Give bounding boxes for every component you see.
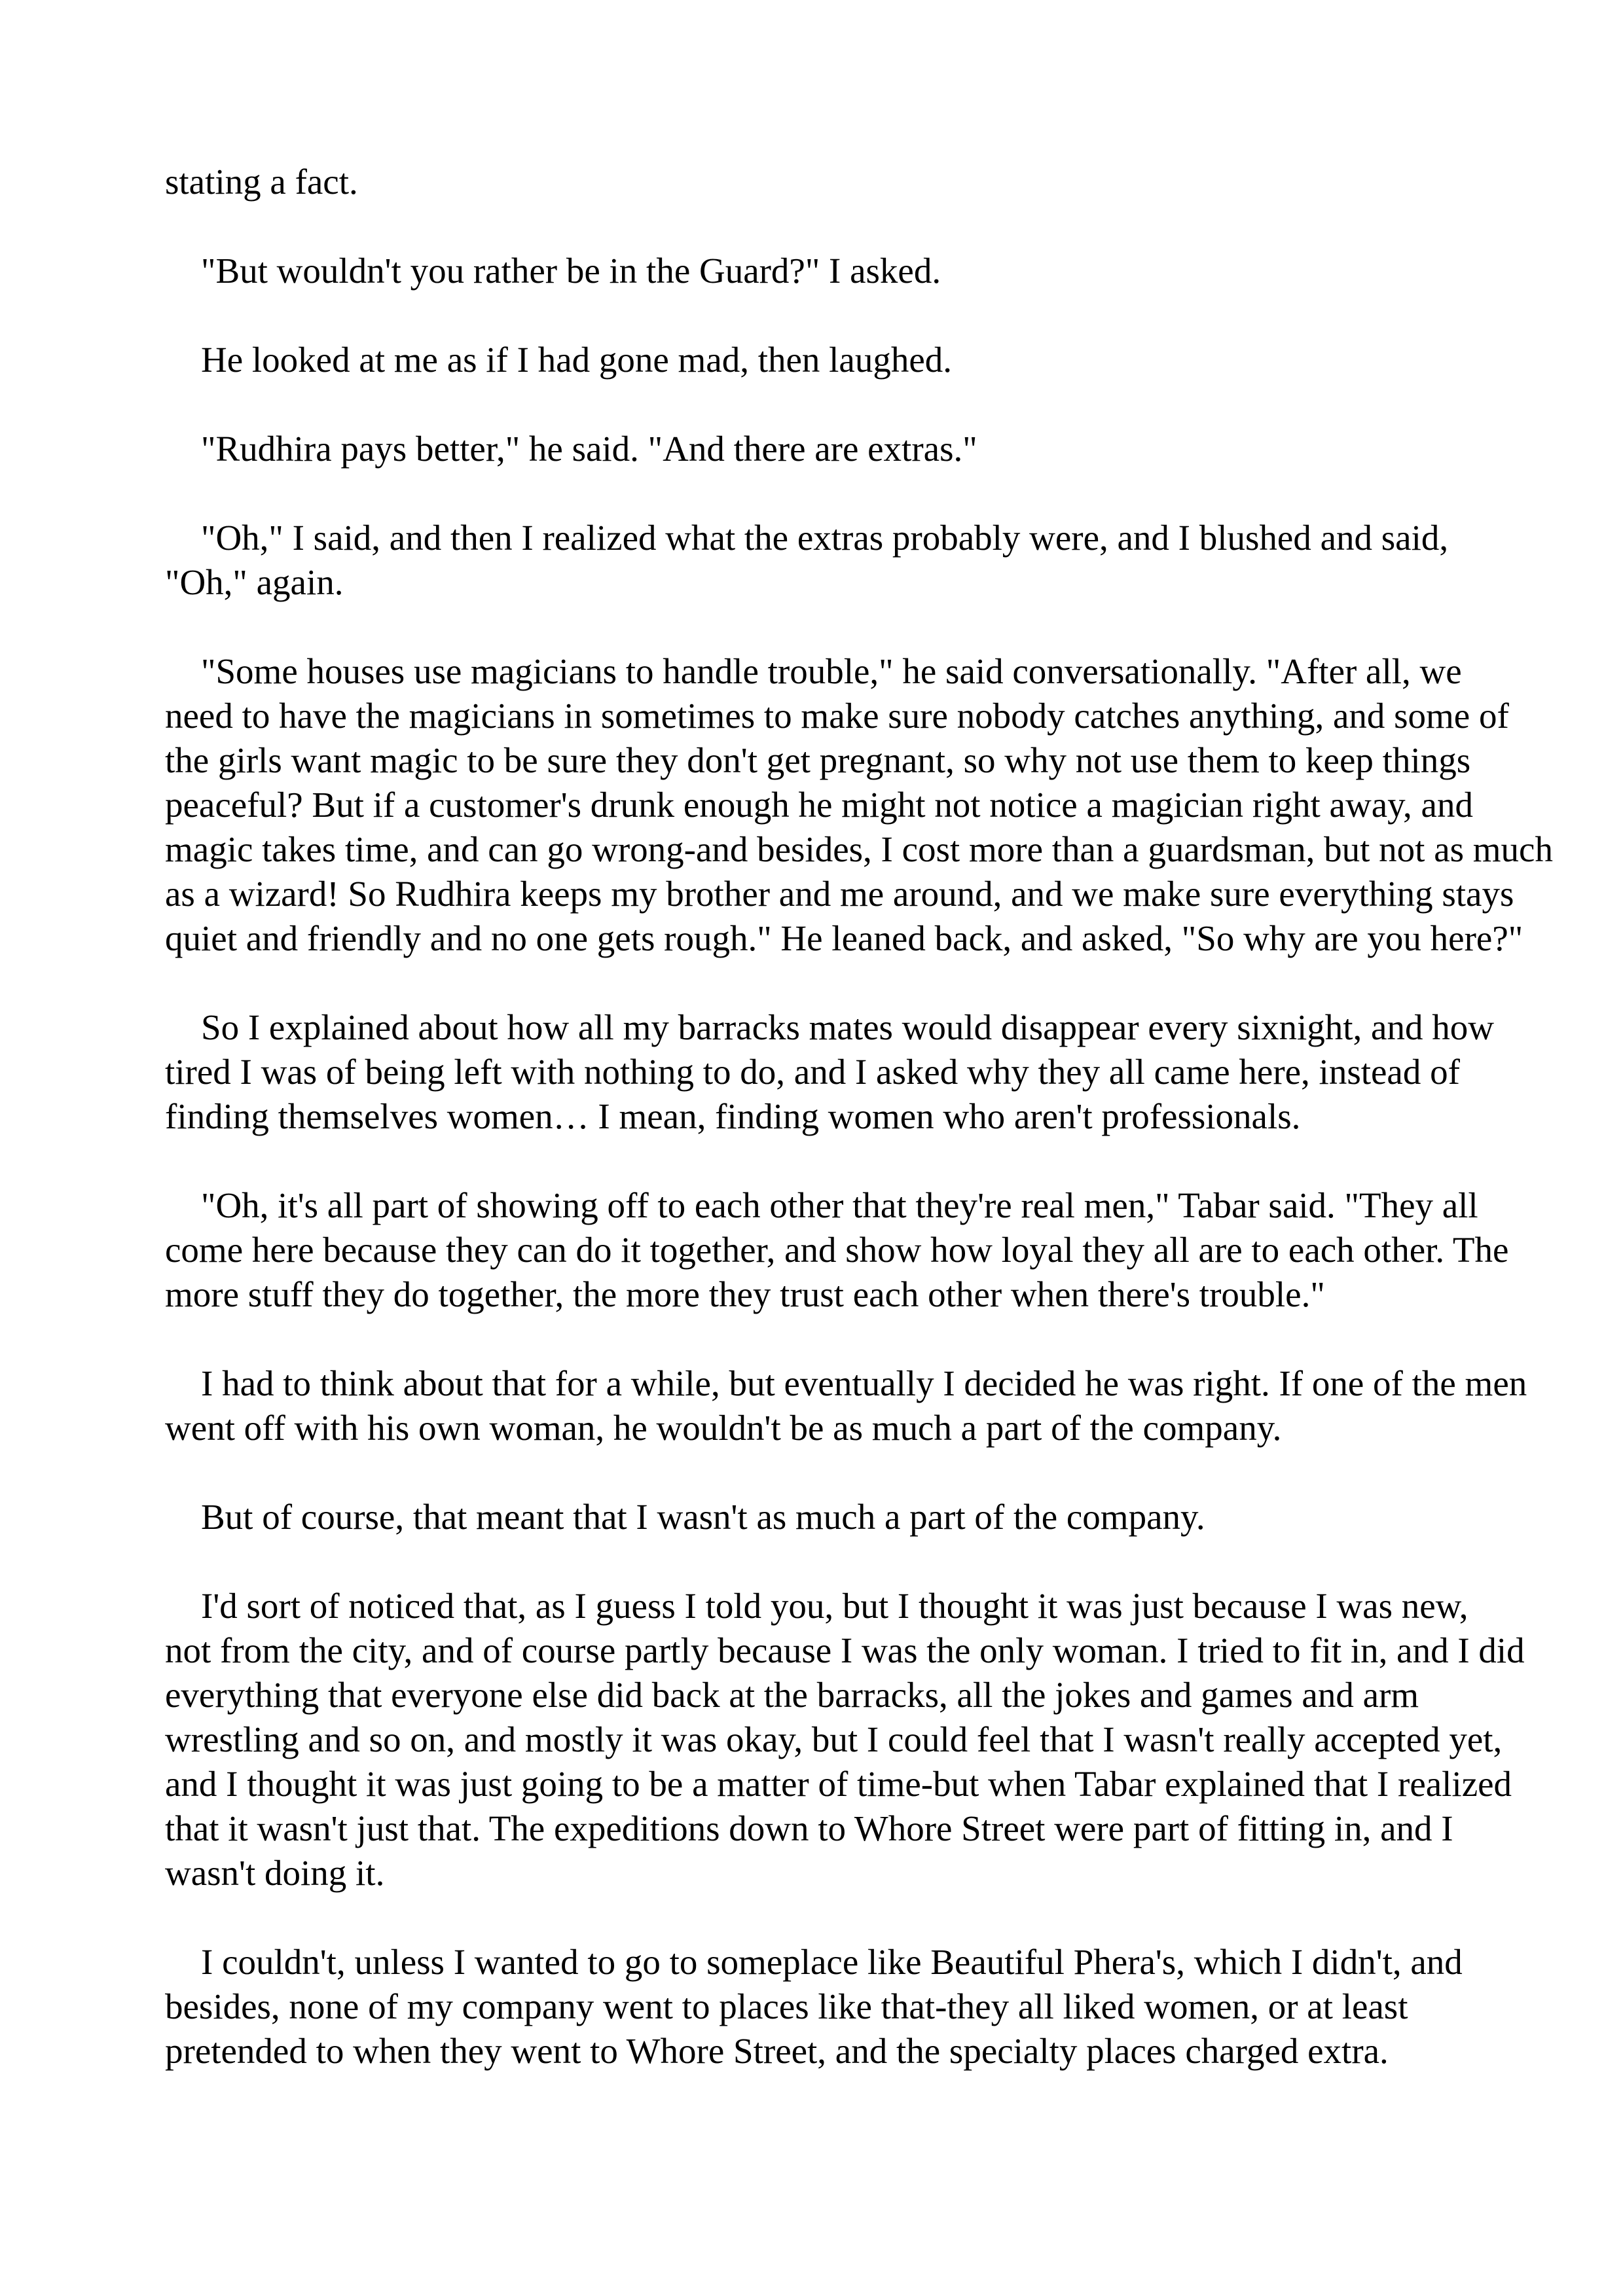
text-line: He looked at me as if I had gone mad, then laughed. — [165, 340, 952, 380]
text-line: "Oh," I said, and then I realized what the extras probably were, and I blushed and said, — [165, 518, 1449, 558]
text-line: wrestling and so on, and mostly it was okay, but I could feel that I wasn't really accepted yet, — [165, 1719, 1503, 1759]
text-line: besides, none of my company went to places like that-they all liked women, or at least — [165, 1986, 1408, 2026]
text-line: more stuff they do together, the more they trust each other when there's trouble." — [165, 1274, 1325, 1314]
text-line: the girls want magic to be sure they don't get pregnant, so why not use them to keep things — [165, 740, 1471, 780]
paragraph-11 — [165, 1584, 1623, 1895]
paragraph-1 — [165, 160, 1623, 204]
text-line: "Oh," again. — [165, 562, 344, 602]
paragraph-7 — [165, 1005, 1623, 1139]
text-line: not from the city, and of course partly because I was the only woman. I tried to fit in, and I did — [165, 1630, 1525, 1670]
paragraph-5 — [165, 516, 1623, 605]
paragraph-6 — [165, 649, 1623, 961]
text-line: "Some houses use magicians to handle trouble," he said conversationally. "After all, we — [165, 651, 1462, 691]
text-line: quiet and friendly and no one gets rough." He leaned back, and asked, "So why are you here?" — [165, 918, 1523, 958]
text-line: I couldn't, unless I wanted to go to someplace like Beautiful Phera's, which I didn't, and — [165, 1942, 1463, 1982]
text-line: need to have the magicians in sometimes to make sure nobody catches anything, and some of — [165, 696, 1509, 736]
text-line: went off with his own woman, he wouldn't be as much a part of the company. — [165, 1408, 1282, 1448]
paragraph-12 — [165, 1940, 1623, 2073]
paragraph-9 — [165, 1361, 1623, 1450]
text-line: So I explained about how all my barracks mates would disappear every sixnight, and how — [165, 1007, 1494, 1047]
paragraph-2 — [165, 249, 1623, 293]
text-line: peaceful? But if a customer's drunk enough he might not notice a magician right away, and — [165, 785, 1473, 825]
paragraph-4 — [165, 427, 1623, 471]
paragraph-8 — [165, 1183, 1623, 1317]
text-line: that it wasn't just that. The expeditions down to Whore Street were part of fitting in, and I — [165, 1808, 1453, 1848]
text-line: wasn't doing it. — [165, 1853, 385, 1893]
text-line: "Oh, it's all part of showing off to each other that they're real men," Tabar said. "They all — [165, 1185, 1478, 1225]
text-line: come here because they can do it together, and show how loyal they all are to each other. The — [165, 1230, 1509, 1270]
text-line: "Rudhira pays better," he said. "And there are extras." — [165, 429, 977, 469]
paragraph-10 — [165, 1495, 1623, 1539]
text-line: pretended to when they went to Whore Street, and the specialty places charged extra. — [165, 2031, 1389, 2071]
paragraph-3 — [165, 338, 1623, 382]
text-line: magic takes time, and can go wrong-and besides, I cost more than a guardsman, but not as much — [165, 829, 1553, 869]
text-line: tired I was of being left with nothing to do, and I asked why they all came here, instead of — [165, 1052, 1460, 1092]
text-line: everything that everyone else did back at the barracks, all the jokes and games and arm — [165, 1675, 1419, 1715]
text-line: "But wouldn't you rather be in the Guard?" I asked. — [165, 251, 941, 291]
text-line: I'd sort of noticed that, as I guess I told you, but I thought it was just because I was new, — [165, 1586, 1468, 1626]
text-line: as a wizard! So Rudhira keeps my brother and me around, and we make sure everything stays — [165, 874, 1514, 914]
text-line: finding themselves women… I mean, finding women who aren't professionals. — [165, 1096, 1301, 1136]
text-line: But of course, that meant that I wasn't as much a part of the company. — [165, 1497, 1205, 1537]
text-line: stating a fact. — [165, 162, 358, 202]
text-line: I had to think about that for a while, but eventually I decided he was right. If one of the men — [165, 1363, 1527, 1403]
text-line: and I thought it was just going to be a matter of time-but when Tabar explained that I realized — [165, 1764, 1512, 1804]
